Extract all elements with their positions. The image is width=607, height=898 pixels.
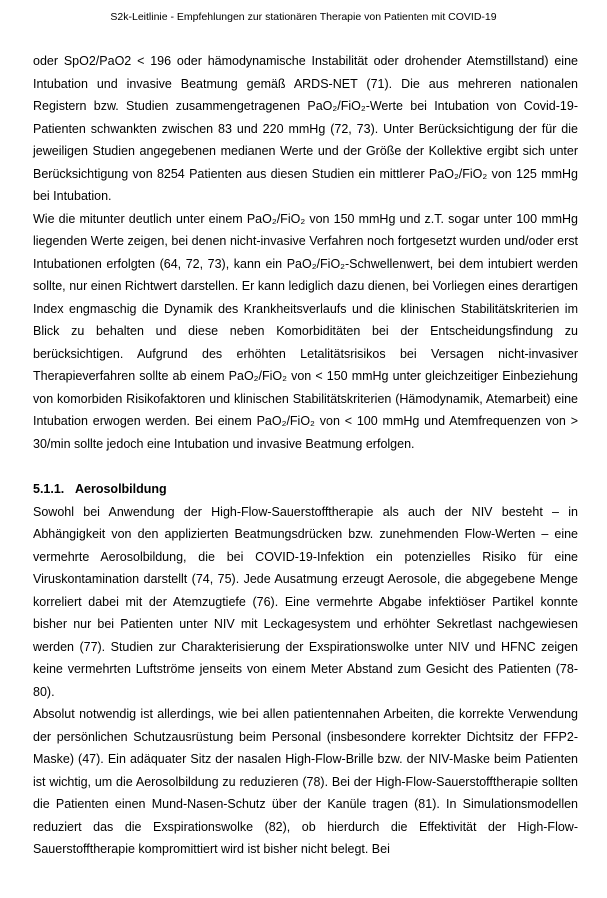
paragraph-aerosol-generation: Sowohl bei Anwendung der High-Flow-Sauerstofftherapie als auch der NIV besteht – in Abhängigkeit von den applizierten Beatmungsdrücken bzw. zunehmenden Flow-Werten – eine vermehrte Aerosolbildung, die bei COVID-19-Infektion ein potenzielles Risiko für eine Viruskontamination darstellt (74, 75). Jede Ausatmung erzeugt Aerosole, die abgegebene Menge korreliert dabei mit der Atemzugtiefe (76). Eine vermehrte Abgabe infektiöser Partikel konnte bisher nur bei Patienten unter NIV mit Leckagesystem und erhöhter Sekretlast nachgewiesen werden (77). Studien zur Charakterisierung der Exspirationswolke unter NIV und HFNC zeigen keine vermehrten Luftströme jenseits von einem Meter Abstand zum Gesicht des Patienten (78-80). <box>33 504 578 699</box>
paragraph-threshold-discussion: Wie die mitunter deutlich unter einem PaO₂/FiO₂ von 150 mmHg und z.T. sogar unter 100 mmHg liegenden Werte zeigen, bei denen nicht-invasive Verfahren noch fortgesetzt wurden und/oder erst Intubationen erfolgten (64, 72, 73), kann ein PaO₂/FiO₂-Schwellenwert, bei dem intubiert werden sollte, nur einen Richtwert darstellen. Er kann lediglich dazu dienen, bei Vorliegen eines derartigen Index engmaschig die Dynamik des Krankheitsverlaufs und die klinischen Stabilitätskriterien im Blick zu behalten und diese neben Komorbiditäten bei der Entscheidungsfindung zu berücksichtigen. Aufgrund des erhöhten Letalitätsrisikos bei Versagen nicht-invasiver Therapieverfahren sollte ab einem PaO₂/FiO₂ von < 150 mmHg unter gleichzeitiger Einbeziehung von komorbiden Risikofaktoren und klinischen Stabilitätskriterien (Hämodynamik, Atemarbeit) eine Intubation erwogen werden. Bei einem PaO₂/FiO₂ von < 100 mmHg und Atemfrequenzen von > 30/min sollte jedoch eine Intubation und invasive Beatmung erfolgen. <box>33 211 578 451</box>
section-number: 5.1.1. <box>33 482 65 496</box>
section-heading <box>33 478 578 501</box>
paragraph-intubation-criteria: oder SpO2/PaO2 < 196 oder hämodynamische Instabilität oder drohender Atemstillstand) eine Intubation und invasive Beatmung gemäß ARDS-NET (71). Die aus mehreren nationalen Registern bzw. Studien zusammengetragenen PaO₂/FiO₂-Werte bei Intubation von Covid-19-Patienten schwankten zwischen 83 und 220 mmHg (72, 73). Unter Berücksichtigung der für die jeweiligen Studien angegebenen medianen Werte und der Größe der Kollektive ergibt sich unter Berücksichtigung von 8254 Patienten aus diesen Studien ein mittlerer PaO₂/FiO₂ von 125 mmHg bei Intubation. <box>33 54 578 203</box>
section-title: Aerosolbildung <box>75 482 167 496</box>
page-header: S2k-Leitlinie - Empfehlungen zur stationären Therapie von Patienten mit COVID-19 <box>110 11 497 23</box>
paragraph-protective-equipment: Absolut notwendig ist allerdings, wie bei allen patientennahen Arbeiten, die korrekte Verwendung der persönlichen Schutzausrüstung beim Personal (insbesondere korrekter Dichtsitz der FFP2-Maske) (47). Ein adäquater Sitz der nasalen High-Flow-Brille bzw. der NIV-Maske beim Patienten ist wichtig, um die Aerosolbildung zu reduzieren (78). Bei der High-Flow-Sauerstofftherapie sollten die Patienten einen Mund-Nasen-Schutz über der Kanüle tragen (81). In Simulationsmodellen reduziert das die Exspirationswolke (82), ob hierdurch die Effektivität der High-Flow-Sauerstofftherapie kompromittiert wird ist bisher nicht belegt. Bei <box>33 707 578 856</box>
document-body <box>33 50 578 861</box>
